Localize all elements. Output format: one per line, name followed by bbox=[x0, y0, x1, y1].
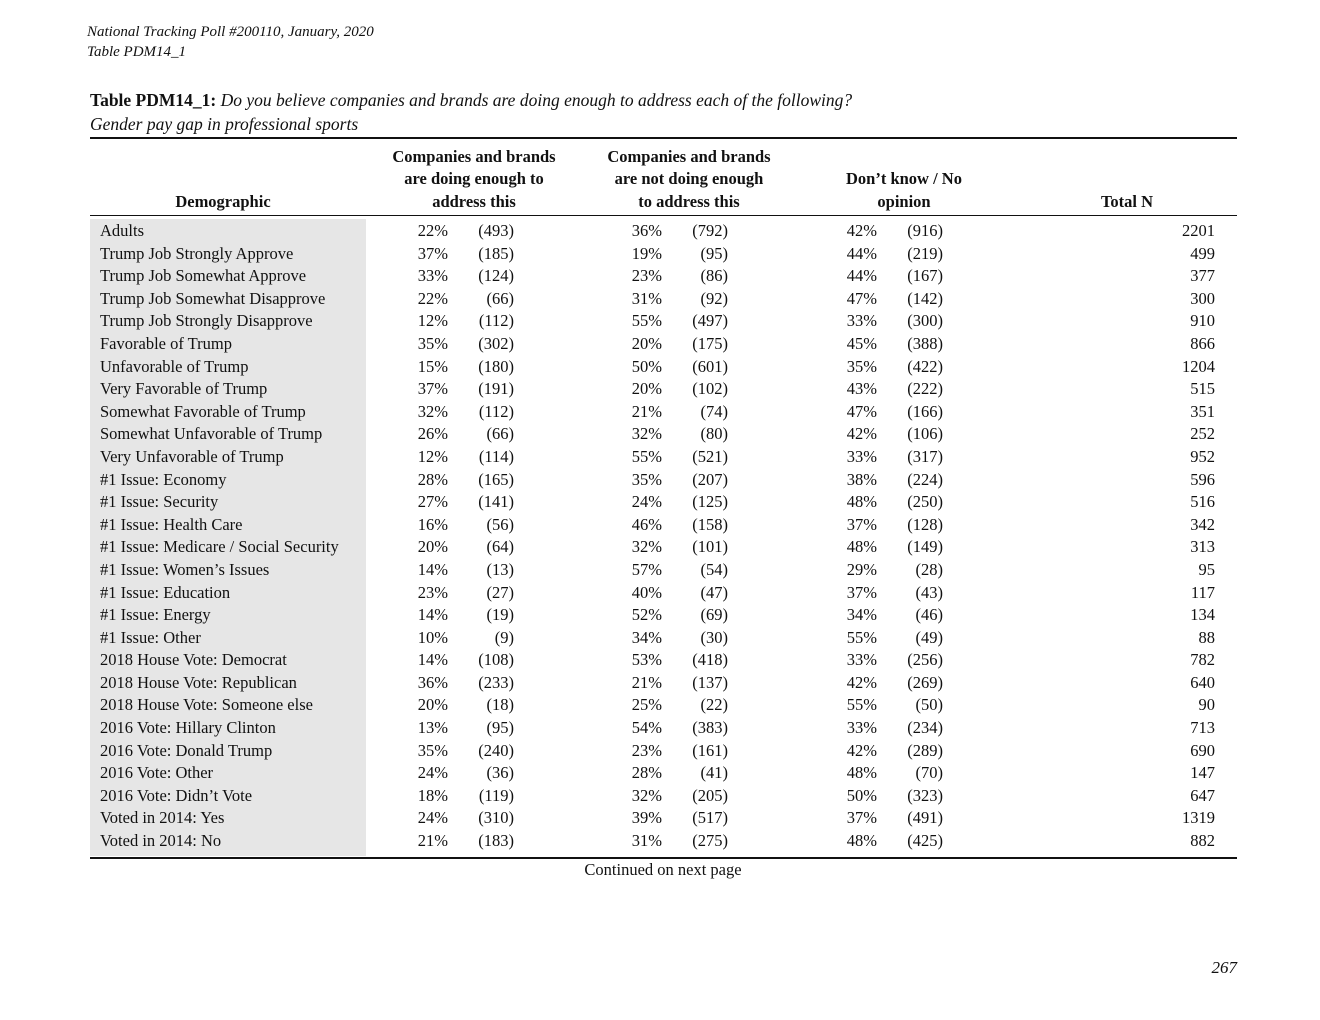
table-row bbox=[0, 288, 1320, 311]
table-row bbox=[0, 694, 1320, 717]
pct-not-doing-enough: 32% bbox=[631, 785, 662, 805]
pct-doing-enough: 20% bbox=[417, 537, 448, 557]
n-not-doing-enough: (792) bbox=[692, 221, 728, 240]
table-row bbox=[0, 627, 1320, 650]
pct-not-doing-enough: 50% bbox=[631, 356, 662, 376]
pct-doing-enough: 14% bbox=[417, 559, 448, 579]
row-total-n: 782 bbox=[1190, 650, 1215, 670]
n-dont-know: (425) bbox=[907, 831, 943, 851]
pct-not-doing-enough: 25% bbox=[631, 695, 662, 715]
header-not-doing-enough-line: Companies and brands bbox=[607, 146, 771, 166]
pct-doing-enough: 37% bbox=[417, 379, 448, 399]
header-total-n-label: Total N bbox=[1100, 191, 1154, 211]
n-not-doing-enough: (95) bbox=[700, 243, 728, 263]
pct-not-doing-enough: 53% bbox=[631, 650, 662, 670]
row-demographic: Unfavorable of Trump bbox=[100, 356, 249, 376]
row-demographic: Favorable of Trump bbox=[100, 333, 232, 353]
n-not-doing-enough: (521) bbox=[692, 446, 728, 466]
pct-not-doing-enough: 32% bbox=[631, 424, 662, 444]
n-dont-know: (256) bbox=[907, 650, 943, 670]
pct-not-doing-enough: 55% bbox=[631, 311, 662, 331]
row-demographic: #1 Issue: Education bbox=[100, 582, 231, 602]
n-dont-know: (142) bbox=[907, 288, 943, 308]
pct-dont-know: 47% bbox=[846, 288, 877, 308]
pct-not-doing-enough: 52% bbox=[631, 605, 662, 625]
pct-doing-enough: 12% bbox=[417, 446, 448, 466]
header-doing-enough-line: are doing enough to bbox=[404, 169, 544, 188]
header-total-n bbox=[1040, 143, 1214, 213]
row-demographic: 2018 House Vote: Democrat bbox=[100, 650, 287, 670]
row-total-n: 134 bbox=[1190, 605, 1215, 625]
row-total-n: 596 bbox=[1190, 469, 1215, 489]
pct-dont-know: 47% bbox=[846, 401, 877, 421]
row-total-n: 117 bbox=[1190, 582, 1215, 602]
pct-doing-enough: 22% bbox=[417, 288, 448, 308]
n-dont-know: (323) bbox=[907, 785, 943, 805]
pct-dont-know: 55% bbox=[846, 695, 877, 715]
n-doing-enough: (13) bbox=[486, 559, 514, 579]
table-row bbox=[0, 536, 1320, 559]
table-row bbox=[0, 740, 1320, 763]
row-demographic: Voted in 2014: No bbox=[100, 831, 222, 851]
row-total-n: 640 bbox=[1190, 672, 1215, 692]
table-row bbox=[0, 785, 1320, 808]
pct-not-doing-enough: 39% bbox=[631, 808, 662, 828]
row-total-n: 1204 bbox=[1182, 356, 1215, 376]
row-total-n: 342 bbox=[1190, 514, 1215, 534]
row-demographic: Somewhat Favorable of Trump bbox=[100, 401, 306, 421]
row-demographic: Somewhat Unfavorable of Trump bbox=[100, 424, 323, 444]
n-dont-know: (269) bbox=[907, 672, 943, 692]
row-demographic: #1 Issue: Medicare / Social Security bbox=[100, 537, 339, 557]
row-demographic: 2016 Vote: Donald Trump bbox=[100, 740, 273, 760]
n-dont-know: (49) bbox=[915, 627, 943, 647]
table-row bbox=[0, 830, 1320, 853]
pct-doing-enough: 13% bbox=[417, 718, 448, 738]
n-not-doing-enough: (137) bbox=[692, 672, 728, 692]
row-demographic: Voted in 2014: Yes bbox=[100, 808, 225, 828]
pct-doing-enough: 24% bbox=[417, 763, 448, 783]
pct-doing-enough: 18% bbox=[417, 785, 448, 805]
pct-doing-enough: 24% bbox=[417, 808, 448, 828]
n-dont-know: (43) bbox=[915, 582, 943, 602]
n-not-doing-enough: (158) bbox=[692, 514, 728, 534]
pct-doing-enough: 36% bbox=[417, 672, 448, 692]
table-row bbox=[0, 604, 1320, 627]
n-doing-enough: (19) bbox=[486, 605, 514, 625]
pct-dont-know: 33% bbox=[846, 650, 877, 670]
pct-doing-enough: 32% bbox=[417, 401, 448, 421]
pct-dont-know: 48% bbox=[846, 763, 877, 783]
row-total-n: 952 bbox=[1190, 446, 1215, 466]
pct-dont-know: 42% bbox=[846, 740, 877, 760]
row-total-n: 377 bbox=[1190, 266, 1215, 286]
pct-not-doing-enough: 21% bbox=[631, 672, 662, 692]
pct-not-doing-enough: 24% bbox=[631, 492, 662, 512]
row-total-n: 866 bbox=[1190, 333, 1215, 353]
n-doing-enough: (310) bbox=[478, 808, 514, 828]
n-dont-know: (46) bbox=[915, 605, 943, 625]
pct-doing-enough: 16% bbox=[417, 514, 448, 534]
table-row bbox=[0, 265, 1320, 288]
pct-doing-enough: 23% bbox=[417, 582, 448, 602]
n-not-doing-enough: (383) bbox=[692, 718, 728, 738]
n-doing-enough: (185) bbox=[478, 243, 514, 263]
row-demographic: Very Unfavorable of Trump bbox=[100, 446, 284, 466]
row-total-n: 499 bbox=[1190, 243, 1215, 263]
row-demographic: #1 Issue: Energy bbox=[100, 605, 211, 625]
pct-dont-know: 48% bbox=[846, 492, 877, 512]
n-doing-enough: (114) bbox=[478, 446, 514, 466]
pct-dont-know: 33% bbox=[846, 446, 877, 466]
row-total-n: 252 bbox=[1190, 424, 1215, 444]
n-dont-know: (916) bbox=[907, 221, 943, 240]
table-caption bbox=[90, 88, 1236, 136]
pct-doing-enough: 10% bbox=[417, 627, 448, 647]
row-total-n: 88 bbox=[1198, 627, 1215, 647]
pct-not-doing-enough: 23% bbox=[631, 266, 662, 286]
n-dont-know: (167) bbox=[907, 266, 943, 286]
row-total-n: 313 bbox=[1190, 537, 1215, 557]
table-row bbox=[0, 446, 1320, 469]
pct-not-doing-enough: 40% bbox=[631, 582, 662, 602]
n-doing-enough: (66) bbox=[486, 424, 514, 444]
row-demographic: 2018 House Vote: Republican bbox=[100, 672, 297, 692]
n-dont-know: (388) bbox=[907, 333, 943, 353]
continued-note: Continued on next page bbox=[584, 860, 742, 879]
pct-not-doing-enough: 32% bbox=[631, 537, 662, 557]
pct-not-doing-enough: 21% bbox=[631, 401, 662, 421]
pct-not-doing-enough: 31% bbox=[631, 831, 662, 851]
n-not-doing-enough: (92) bbox=[700, 288, 728, 308]
n-dont-know: (317) bbox=[907, 446, 943, 466]
table-row bbox=[0, 220, 1320, 243]
table-row bbox=[0, 491, 1320, 514]
row-total-n: 882 bbox=[1190, 831, 1215, 851]
pct-not-doing-enough: 19% bbox=[631, 243, 662, 263]
pct-doing-enough: 28% bbox=[417, 469, 448, 489]
pct-dont-know: 33% bbox=[846, 718, 877, 738]
n-dont-know: (222) bbox=[907, 379, 943, 399]
n-dont-know: (491) bbox=[907, 808, 943, 828]
n-dont-know: (106) bbox=[907, 424, 943, 444]
table-row bbox=[0, 717, 1320, 740]
n-doing-enough: (56) bbox=[486, 514, 514, 534]
n-doing-enough: (141) bbox=[478, 492, 514, 512]
row-total-n: 647 bbox=[1190, 785, 1215, 805]
row-demographic: 2018 House Vote: Someone else bbox=[100, 695, 313, 715]
n-not-doing-enough: (101) bbox=[692, 537, 728, 557]
table-row bbox=[0, 672, 1320, 695]
n-doing-enough: (108) bbox=[478, 650, 514, 670]
caption-question: Do you believe companies and brands are doing enough to address each of the following? bbox=[220, 90, 853, 110]
n-not-doing-enough: (207) bbox=[692, 469, 728, 489]
pct-dont-know: 44% bbox=[846, 266, 877, 286]
n-dont-know: (50) bbox=[915, 695, 943, 715]
pct-dont-know: 35% bbox=[846, 356, 877, 376]
row-demographic: Trump Job Strongly Disapprove bbox=[100, 311, 313, 331]
n-doing-enough: (18) bbox=[486, 695, 514, 715]
pct-not-doing-enough: 31% bbox=[631, 288, 662, 308]
n-not-doing-enough: (125) bbox=[692, 492, 728, 512]
n-not-doing-enough: (41) bbox=[700, 763, 728, 783]
row-total-n: 516 bbox=[1190, 492, 1215, 512]
table-row bbox=[0, 762, 1320, 785]
n-not-doing-enough: (80) bbox=[700, 424, 728, 444]
n-doing-enough: (9) bbox=[494, 627, 514, 647]
pct-dont-know: 33% bbox=[846, 311, 877, 331]
pct-dont-know: 48% bbox=[846, 537, 877, 557]
row-total-n: 910 bbox=[1190, 311, 1215, 331]
n-not-doing-enough: (102) bbox=[692, 379, 728, 399]
n-dont-know: (166) bbox=[907, 401, 943, 421]
pct-dont-know: 50% bbox=[846, 785, 877, 805]
n-dont-know: (70) bbox=[915, 763, 943, 783]
header-demographic bbox=[90, 143, 356, 213]
n-doing-enough: (124) bbox=[478, 266, 514, 286]
row-demographic: Very Favorable of Trump bbox=[100, 379, 268, 399]
n-doing-enough: (302) bbox=[478, 333, 514, 353]
header-not-doing-enough-line: to address this bbox=[638, 191, 740, 211]
pct-doing-enough: 12% bbox=[417, 311, 448, 331]
pct-doing-enough: 26% bbox=[417, 424, 448, 444]
n-not-doing-enough: (275) bbox=[692, 831, 728, 851]
row-demographic: 2016 Vote: Didn’t Vote bbox=[100, 785, 253, 805]
n-doing-enough: (165) bbox=[478, 469, 514, 489]
pct-not-doing-enough: 23% bbox=[631, 740, 662, 760]
n-dont-know: (219) bbox=[907, 243, 943, 263]
pct-not-doing-enough: 54% bbox=[631, 718, 662, 738]
table-row bbox=[0, 310, 1320, 333]
table-row bbox=[0, 469, 1320, 492]
n-doing-enough: (64) bbox=[486, 537, 514, 557]
n-not-doing-enough: (47) bbox=[700, 582, 728, 602]
pct-dont-know: 34% bbox=[846, 605, 877, 625]
n-dont-know: (250) bbox=[907, 492, 943, 512]
n-not-doing-enough: (74) bbox=[700, 401, 728, 421]
pct-not-doing-enough: 35% bbox=[631, 469, 662, 489]
pct-dont-know: 55% bbox=[846, 627, 877, 647]
table-row bbox=[0, 333, 1320, 356]
row-total-n: 713 bbox=[1190, 718, 1215, 738]
header-demographic-label: Demographic bbox=[175, 191, 271, 211]
n-not-doing-enough: (54) bbox=[700, 559, 728, 579]
pct-not-doing-enough: 34% bbox=[631, 627, 662, 647]
pct-dont-know: 44% bbox=[846, 243, 877, 263]
n-dont-know: (149) bbox=[907, 537, 943, 557]
header-not-doing-enough bbox=[584, 143, 794, 213]
table-top-rule bbox=[90, 137, 1237, 139]
pct-not-doing-enough: 55% bbox=[631, 446, 662, 466]
header-dont-know bbox=[800, 143, 1008, 213]
n-not-doing-enough: (161) bbox=[692, 740, 728, 760]
page-number: 267 bbox=[1211, 958, 1237, 977]
row-demographic: Trump Job Somewhat Approve bbox=[100, 266, 307, 286]
n-dont-know: (422) bbox=[907, 356, 943, 376]
n-doing-enough: (95) bbox=[486, 718, 514, 738]
header-dont-know-line: Don’t know / No bbox=[846, 169, 962, 188]
row-demographic: #1 Issue: Women’s Issues bbox=[100, 559, 270, 579]
pct-not-doing-enough: 20% bbox=[631, 333, 662, 353]
row-demographic: Trump Job Somewhat Disapprove bbox=[100, 288, 326, 308]
table-id: Table PDM14_1 bbox=[87, 44, 187, 60]
n-not-doing-enough: (517) bbox=[692, 808, 728, 828]
row-demographic: Trump Job Strongly Approve bbox=[100, 243, 294, 263]
pct-dont-know: 37% bbox=[846, 582, 877, 602]
n-doing-enough: (183) bbox=[478, 831, 514, 851]
row-total-n: 351 bbox=[1190, 401, 1215, 421]
pct-dont-know: 42% bbox=[846, 672, 877, 692]
row-total-n: 515 bbox=[1190, 379, 1215, 399]
n-not-doing-enough: (86) bbox=[700, 266, 728, 286]
n-doing-enough: (493) bbox=[478, 221, 514, 240]
n-doing-enough: (240) bbox=[478, 740, 514, 760]
running-header bbox=[87, 22, 374, 62]
row-total-n: 2201 bbox=[1182, 221, 1215, 240]
header-doing-enough-line: Companies and brands bbox=[392, 146, 556, 166]
n-doing-enough: (66) bbox=[486, 288, 514, 308]
pct-dont-know: 48% bbox=[846, 831, 877, 851]
poll-title: National Tracking Poll #200110, January, 2020 bbox=[87, 24, 374, 40]
row-total-n: 1319 bbox=[1182, 808, 1215, 828]
header-doing-enough bbox=[370, 143, 578, 213]
caption-label: Table PDM14_1: bbox=[90, 90, 217, 110]
pct-not-doing-enough: 46% bbox=[631, 514, 662, 534]
header-dont-know-line: opinion bbox=[877, 191, 931, 211]
pct-dont-know: 42% bbox=[846, 424, 877, 444]
table-body bbox=[0, 220, 1320, 853]
pct-doing-enough: 27% bbox=[417, 492, 448, 512]
pct-doing-enough: 33% bbox=[417, 266, 448, 286]
n-doing-enough: (119) bbox=[478, 785, 514, 805]
row-demographic: Adults bbox=[100, 221, 145, 240]
caption-subtitle: Gender pay gap in professional sports bbox=[90, 114, 359, 134]
n-not-doing-enough: (30) bbox=[700, 627, 728, 647]
n-doing-enough: (233) bbox=[478, 672, 514, 692]
row-demographic: 2016 Vote: Other bbox=[100, 763, 214, 783]
n-dont-know: (28) bbox=[915, 559, 943, 579]
pct-doing-enough: 20% bbox=[417, 695, 448, 715]
pct-doing-enough: 14% bbox=[417, 605, 448, 625]
n-dont-know: (224) bbox=[907, 469, 943, 489]
pct-dont-know: 42% bbox=[846, 221, 877, 240]
table-row bbox=[0, 356, 1320, 379]
pct-dont-know: 45% bbox=[846, 333, 877, 353]
row-total-n: 147 bbox=[1190, 763, 1215, 783]
n-doing-enough: (36) bbox=[486, 763, 514, 783]
table-row bbox=[0, 243, 1320, 266]
n-not-doing-enough: (175) bbox=[692, 333, 728, 353]
pct-doing-enough: 21% bbox=[417, 831, 448, 851]
n-not-doing-enough: (418) bbox=[692, 650, 728, 670]
pct-not-doing-enough: 36% bbox=[631, 221, 662, 240]
table-row bbox=[0, 401, 1320, 424]
row-demographic: #1 Issue: Other bbox=[100, 627, 201, 647]
n-doing-enough: (191) bbox=[478, 379, 514, 399]
pct-doing-enough: 37% bbox=[417, 243, 448, 263]
pct-doing-enough: 14% bbox=[417, 650, 448, 670]
row-demographic: #1 Issue: Economy bbox=[100, 469, 227, 489]
row-total-n: 95 bbox=[1198, 559, 1215, 579]
n-dont-know: (289) bbox=[907, 740, 943, 760]
table-row bbox=[0, 378, 1320, 401]
row-demographic: #1 Issue: Security bbox=[100, 492, 219, 512]
n-doing-enough: (112) bbox=[478, 401, 514, 421]
n-not-doing-enough: (69) bbox=[700, 605, 728, 625]
row-demographic: #1 Issue: Health Care bbox=[100, 514, 243, 534]
header-rule bbox=[90, 215, 1237, 216]
n-dont-know: (234) bbox=[907, 718, 943, 738]
pct-dont-know: 37% bbox=[846, 514, 877, 534]
pct-doing-enough: 22% bbox=[417, 221, 448, 240]
row-total-n: 300 bbox=[1190, 288, 1215, 308]
n-not-doing-enough: (497) bbox=[692, 311, 728, 331]
table-row bbox=[0, 649, 1320, 672]
table-row bbox=[0, 514, 1320, 537]
pct-dont-know: 43% bbox=[846, 379, 877, 399]
pct-dont-know: 29% bbox=[846, 559, 877, 579]
n-doing-enough: (112) bbox=[478, 311, 514, 331]
pct-doing-enough: 35% bbox=[417, 333, 448, 353]
pct-not-doing-enough: 20% bbox=[631, 379, 662, 399]
table-row bbox=[0, 582, 1320, 605]
row-demographic: 2016 Vote: Hillary Clinton bbox=[100, 718, 276, 738]
n-not-doing-enough: (22) bbox=[700, 695, 728, 715]
table-row bbox=[0, 807, 1320, 830]
header-doing-enough-line: address this bbox=[432, 191, 516, 211]
n-dont-know: (300) bbox=[907, 311, 943, 331]
table-row bbox=[0, 423, 1320, 446]
row-total-n: 690 bbox=[1190, 740, 1215, 760]
header-not-doing-enough-line: are not doing enough bbox=[614, 169, 764, 188]
pct-dont-know: 37% bbox=[846, 808, 877, 828]
pct-doing-enough: 15% bbox=[417, 356, 448, 376]
pct-doing-enough: 35% bbox=[417, 740, 448, 760]
n-not-doing-enough: (601) bbox=[692, 356, 728, 376]
pct-dont-know: 38% bbox=[846, 469, 877, 489]
pct-not-doing-enough: 28% bbox=[631, 763, 662, 783]
n-not-doing-enough: (205) bbox=[692, 785, 728, 805]
table-row bbox=[0, 559, 1320, 582]
n-doing-enough: (27) bbox=[486, 582, 514, 602]
row-total-n: 90 bbox=[1198, 695, 1215, 715]
n-dont-know: (128) bbox=[907, 514, 943, 534]
n-doing-enough: (180) bbox=[478, 356, 514, 376]
pct-not-doing-enough: 57% bbox=[631, 559, 662, 579]
